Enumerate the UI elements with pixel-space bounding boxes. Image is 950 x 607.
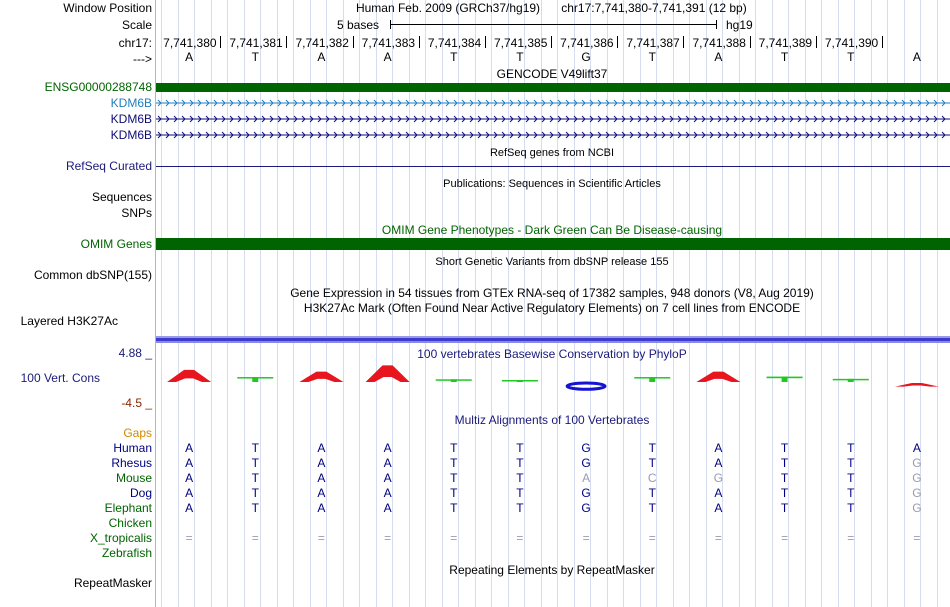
alignment-base: T — [847, 441, 855, 455]
phylop-conservation-plot[interactable] — [156, 360, 950, 400]
ruler-position: 7,741,386 — [560, 36, 614, 50]
alignment-base: G — [912, 501, 922, 515]
phylop-logo-a — [299, 372, 343, 382]
snps-label[interactable]: SNPs — [121, 206, 152, 220]
repeatmasker-title: Repeating Elements by RepeatMasker — [449, 563, 655, 577]
alignment-base: T — [516, 456, 524, 470]
sequences-label[interactable]: Sequences — [91, 190, 152, 204]
h3k27ac-band-bottom — [156, 341, 950, 343]
phylop-logo-t — [237, 377, 273, 382]
logo-shape — [895, 383, 939, 387]
ruler-tick — [220, 36, 221, 48]
alignment-base: T — [648, 486, 656, 500]
alignment-base: T — [780, 471, 789, 485]
reference-base: T — [251, 50, 259, 64]
ruler-tick — [816, 36, 817, 48]
species-label[interactable]: Mouse — [115, 471, 152, 485]
species-label[interactable]: X_tropicalis — [89, 531, 152, 545]
omim-title: OMIM Gene Phenotypes - Dark Green Can Be Disease-causing — [381, 223, 723, 237]
reference-base: A — [383, 50, 392, 64]
alignment-base: A — [582, 471, 591, 485]
alignment-base: A — [383, 441, 392, 455]
logo-shape — [366, 365, 410, 382]
omim-gene-bar[interactable] — [156, 238, 950, 250]
alignment-base: T — [251, 441, 259, 455]
omim-genes-label[interactable]: OMIM Genes — [80, 237, 152, 251]
alignment-base: A — [185, 486, 194, 500]
alignment-base: A — [317, 456, 326, 470]
alignment-base: G — [912, 456, 922, 470]
reference-base: T — [648, 50, 656, 64]
alignment-base: A — [317, 486, 326, 500]
phylop-logo-t — [502, 380, 538, 382]
logo-shape — [782, 377, 788, 382]
alignment-base: A — [714, 456, 723, 470]
reference-base: A — [912, 50, 921, 64]
alignment-base: A — [317, 501, 326, 515]
alignment-base: A — [185, 501, 194, 515]
alignment-base: A — [714, 486, 723, 500]
logo-shape — [167, 370, 211, 382]
reference-base: T — [780, 50, 789, 64]
h3k27ac-label[interactable]: Layered H3K27Ac — [20, 314, 118, 328]
h3k27ac-title: H3K27Ac Mark (Often Found Near Active Regulatory Elements) on 7 cell lines from ENCODE — [303, 301, 801, 315]
reference-base: G — [581, 50, 591, 64]
alignment-base: A — [383, 486, 392, 500]
ruler-position: 7,741,390 — [824, 36, 879, 50]
alignment-base: T — [648, 456, 656, 470]
reference-base: A — [185, 50, 194, 64]
alignment-base: = — [582, 531, 590, 545]
refseq-title: RefSeq genes from NCBI — [489, 147, 615, 159]
reference-base: T — [450, 50, 458, 64]
alignment-base: G — [581, 456, 591, 470]
alignment-base: = — [714, 531, 722, 545]
alignment-base: = — [847, 531, 855, 545]
cons-label[interactable]: 100 Vert. Cons — [20, 371, 100, 385]
phylop-title: 100 vertebrates Basewise Conservation by PhyloP — [417, 347, 687, 361]
scale-bar-left-tick — [390, 20, 391, 29]
alignment-base: A — [383, 471, 392, 485]
ruler-tick — [353, 36, 354, 48]
alignment-base: T — [516, 441, 524, 455]
ruler-position: 7,741,389 — [758, 36, 813, 50]
ruler-position: 7,741,384 — [427, 36, 482, 50]
ruler-tick — [683, 36, 684, 48]
species-label[interactable]: Zebrafish — [101, 546, 152, 560]
alignment-base: = — [185, 531, 193, 545]
position-title: chr17:7,741,380-7,741,391 (12 bp) — [561, 1, 747, 15]
alignment-base: = — [648, 531, 656, 545]
assembly-title: Human Feb. 2009 (GRCh37/hg19) — [355, 1, 541, 15]
reference-base: A — [714, 50, 723, 64]
alignment-base: T — [251, 471, 259, 485]
repeatmasker-label[interactable]: RepeatMasker — [73, 576, 152, 590]
alignment-base: G — [581, 501, 591, 515]
alignment-base: T — [251, 456, 259, 470]
logo-shape — [848, 379, 854, 382]
logo-shape — [567, 383, 605, 389]
ruler-tick — [750, 36, 751, 48]
alignment-base: C — [647, 471, 657, 485]
dbsnp-title: Short Genetic Variants from dbSNP release 155 — [435, 256, 669, 268]
strand-arrow-label: ---> — [133, 52, 152, 66]
alignment-base: G — [713, 471, 724, 485]
alignment-base: A — [185, 471, 194, 485]
phylop-logo-a — [167, 370, 211, 382]
phylop-logo-t — [634, 377, 670, 382]
alignment-base: T — [450, 501, 458, 515]
species-label[interactable]: Elephant — [104, 501, 152, 515]
phylop-logo-t — [436, 379, 472, 382]
alignment-base: A — [383, 501, 392, 515]
alignment-base: A — [912, 441, 921, 455]
reference-base: T — [516, 50, 524, 64]
gencode-title: GENCODE V49lift37 — [496, 67, 608, 81]
alignment-base: T — [648, 501, 656, 515]
logo-shape — [649, 377, 655, 382]
kdm6b-label-1[interactable]: KDM6B — [110, 96, 152, 110]
kdm6b-label-2[interactable]: KDM6B — [110, 112, 152, 126]
alignment-base: T — [648, 441, 656, 455]
alignment-base: = — [450, 531, 458, 545]
alignment-base: G — [581, 486, 591, 500]
alignment-base: A — [317, 441, 326, 455]
species-label[interactable]: Dog — [129, 486, 152, 500]
ruler-position: 7,741,387 — [626, 36, 680, 50]
alignment-base: T — [251, 501, 259, 515]
alignment-base: T — [780, 501, 789, 515]
alignment-base: T — [516, 501, 524, 515]
alignment-base: A — [714, 501, 723, 515]
ruler-tick — [286, 36, 287, 48]
gtex-title: Gene Expression in 54 tissues from GTEx RNA-seq of 17382 samples, 948 donors (V8, Aug 2019) — [290, 286, 814, 300]
kdm6b-transcripts[interactable] — [156, 97, 950, 142]
multiz-title: Multiz Alignments of 100 Vertebrates — [454, 413, 650, 427]
alignment-base: = — [384, 531, 392, 545]
ruler-position: 7,741,381 — [229, 36, 283, 50]
phylop-logo-t — [833, 379, 869, 382]
ruler-tick — [882, 36, 883, 48]
alignment-base: A — [317, 471, 326, 485]
ruler-tick — [617, 36, 618, 48]
phylop-ymax-label: 4.88 _ — [118, 346, 152, 360]
gencode-gene-bar[interactable] — [156, 83, 950, 92]
scale-db: hg19 — [726, 18, 753, 32]
alignment-base: T — [847, 471, 855, 485]
logo-shape — [451, 379, 457, 382]
logo-shape — [299, 372, 343, 382]
alignment-base: A — [383, 456, 392, 470]
scale-label: Scale — [121, 18, 152, 32]
alignment-base: T — [847, 456, 855, 470]
phylop-logo-t — [767, 377, 803, 382]
phylop-logo-a — [895, 383, 939, 387]
alignment-base: T — [516, 471, 524, 485]
ruler-position: 7,741,385 — [494, 36, 548, 50]
phylop-logo-g — [567, 383, 605, 389]
alignment-base: A — [185, 456, 194, 470]
alignment-base: = — [781, 531, 789, 545]
refseq-gene-line[interactable] — [156, 166, 950, 167]
kdm6b-label-3[interactable]: KDM6B — [110, 128, 152, 142]
species-label[interactable]: Chicken — [108, 516, 152, 530]
gaps-label[interactable]: Gaps — [123, 426, 152, 440]
alignment-base: T — [450, 486, 458, 500]
dbsnp-label[interactable]: Common dbSNP(155) — [33, 268, 152, 282]
alignment-base: G — [912, 471, 922, 485]
alignment-base: T — [450, 441, 458, 455]
alignment-base: T — [780, 486, 789, 500]
alignment-base: G — [912, 486, 922, 500]
scale-bar — [390, 24, 716, 25]
scale-text: 5 bases — [337, 18, 380, 32]
alignment-base: = — [516, 531, 524, 545]
phylop-ymin-label: -4.5 _ — [121, 396, 152, 410]
ruler-position: 7,741,382 — [295, 36, 349, 50]
logo-shape — [252, 377, 258, 382]
logo-shape — [517, 380, 523, 382]
refseq-curated-label[interactable]: RefSeq Curated — [65, 159, 152, 173]
track-label-column — [0, 0, 156, 607]
alignment-base: = — [913, 531, 921, 545]
alignment-base: T — [516, 486, 524, 500]
ruler-tick — [485, 36, 486, 48]
alignment-base: T — [847, 501, 855, 515]
gene-id-label[interactable]: ENSG00000288748 — [44, 80, 152, 94]
window-position-label: Window Position — [63, 1, 152, 15]
phylop-logo-a — [696, 372, 740, 382]
alignment-base: T — [450, 471, 458, 485]
logo-shape — [696, 372, 740, 382]
alignment-base: A — [714, 441, 723, 455]
alignment-base: T — [780, 441, 789, 455]
ruler-tick — [419, 36, 420, 48]
alignment-base: A — [185, 441, 194, 455]
alignment-base: = — [251, 531, 259, 545]
chrom-label: chr17: — [118, 36, 152, 50]
alignment-base: T — [251, 486, 259, 500]
ruler-position: 7,741,388 — [692, 36, 746, 50]
alignment-base: T — [780, 456, 789, 470]
track-area[interactable] — [156, 0, 950, 607]
scale-bar-right-tick — [716, 20, 717, 29]
alignment-base: T — [847, 486, 855, 500]
alignment-base: T — [450, 456, 458, 470]
phylop-logo-a — [366, 365, 410, 382]
species-label[interactable]: Rhesus — [111, 456, 152, 470]
reference-base: T — [847, 50, 855, 64]
reference-base: A — [317, 50, 326, 64]
alignment-base: G — [581, 441, 591, 455]
ruler-tick — [551, 36, 552, 48]
species-label[interactable]: Human — [113, 441, 152, 455]
alignment-base: = — [317, 531, 325, 545]
publications-title: Publications: Sequences in Scientific Articles — [443, 178, 661, 190]
ruler-position: 7,741,383 — [361, 36, 416, 50]
ruler-position: 7,741,380 — [163, 36, 217, 50]
